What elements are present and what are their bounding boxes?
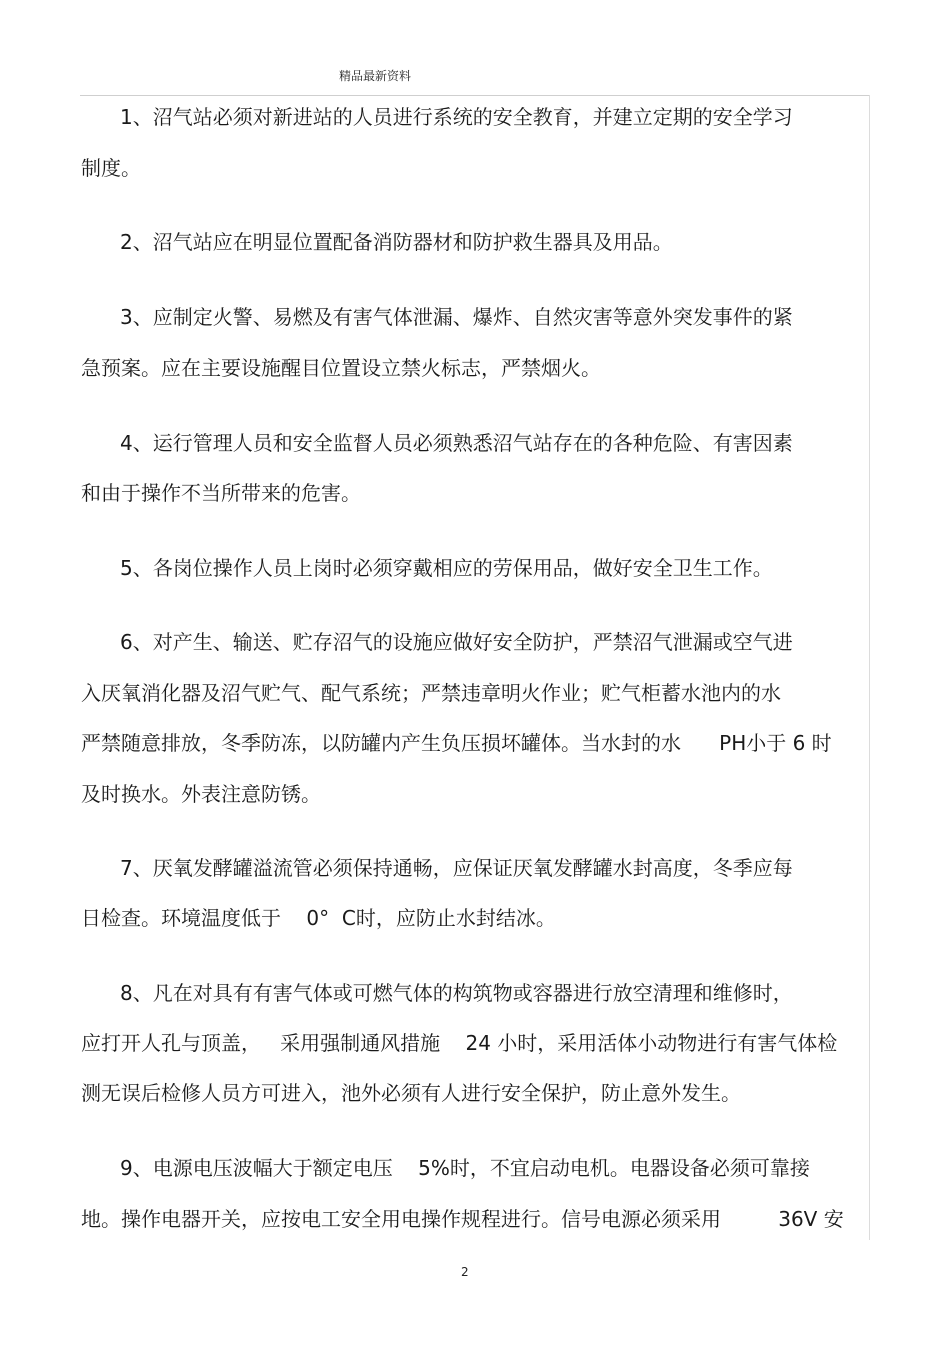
header-divider — [80, 95, 870, 96]
paragraph-2-line-1: 2、沼气站应在明显位置配备消防器材和防护救生器具及用品。 — [120, 230, 673, 254]
paragraph-6-line-3: 严禁随意排放，冬季防冻，以防罐内产生负压损坏罐体。当水封的水 PH小于 6 时 — [81, 731, 832, 755]
paragraph-1-line-2: 制度。 — [81, 156, 141, 180]
paragraph-3-line-1: 3、应制定火警、易燃及有害气体泄漏、爆炸、自然灾害等意外突发事件的紧 — [120, 305, 793, 329]
paragraph-6-line-4: 及时换水。外表注意防锈。 — [81, 782, 321, 806]
right-margin-rule — [869, 95, 870, 1240]
paragraph-3-line-2: 急预案。应在主要设施醒目位置设立禁火标志，严禁烟火。 — [81, 356, 601, 380]
page-number: 2 — [461, 1265, 469, 1279]
paragraph-7-line-1: 7、厌氧发酵罐溢流管必须保持通畅，应保证厌氧发酵罐水封高度，冬季应每 — [120, 856, 793, 880]
paragraph-8-line-3: 测无误后检修人员方可进入，池外必须有人进行安全保护，防止意外发生。 — [81, 1081, 741, 1105]
paragraph-6-line-2: 入厌氧消化器及沼气贮气、配气系统；严禁违章明火作业；贮气柜蓄水池内的水 — [81, 681, 781, 705]
paragraph-8-line-1: 8、凡在对具有有害气体或可燃气体的构筑物或容器进行放空清理和维修时， — [120, 981, 793, 1005]
paragraph-4-line-2: 和由于操作不当所带来的危害。 — [81, 481, 361, 505]
paragraph-1-line-1: 1、沼气站必须对新进站的人员进行系统的安全教育，并建立定期的安全学习 — [120, 105, 793, 129]
paragraph-8-line-2: 应打开人孔与顶盖， 采用强制通风措施 24 小时，采用活体小动物进行有害气体检 — [81, 1031, 838, 1055]
paragraph-9-line-1: 9、电源电压波幅大于额定电压 5%时，不宜启动电机。电器设备必须可靠接 — [120, 1156, 810, 1180]
document-header-label: 精品最新资料 — [339, 69, 412, 83]
paragraph-7-line-2: 日检查。环境温度低于 0° C时，应防止水封结冰。 — [81, 906, 556, 930]
paragraph-5-line-1: 5、各岗位操作人员上岗时必须穿戴相应的劳保用品，做好安全卫生工作。 — [120, 556, 773, 580]
paragraph-9-line-2: 地。操作电器开关，应按电工安全用电操作规程进行。信号电源必须采用 36V 安 — [81, 1207, 844, 1231]
paragraph-6-line-1: 6、对产生、输送、贮存沼气的设施应做好安全防护，严禁沼气泄漏或空气进 — [120, 630, 793, 654]
paragraph-4-line-1: 4、运行管理人员和安全监督人员必须熟悉沼气站存在的各种危险、有害因素 — [120, 431, 793, 455]
